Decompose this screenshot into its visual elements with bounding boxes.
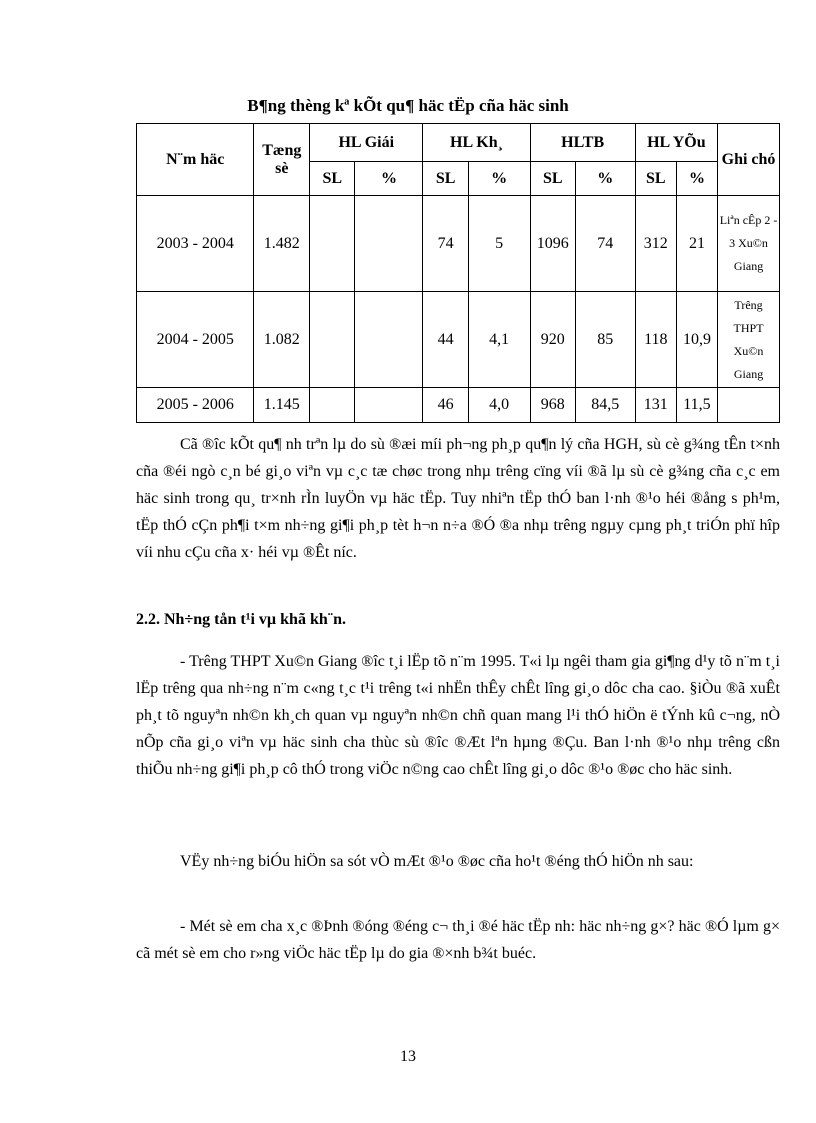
- cell-tb-pct: 74: [575, 196, 635, 292]
- cell-kha-pct: 4,1: [468, 292, 530, 388]
- cell-note: Liªn cÊp 2 - 3 Xu©n Giang: [718, 196, 780, 292]
- cell-gioi-pct: [355, 292, 423, 388]
- cell-gioi-sl: [310, 388, 355, 423]
- table-title: B¶ng thèng kª kÕt qu¶ häc tËp cña häc sinh: [247, 96, 569, 115]
- cell-tb-pct: 84,5: [575, 388, 635, 423]
- subheader-pct: %: [355, 162, 423, 196]
- paragraph-results: Cã ®îc kÕt qu¶ nh trªn lµ do sù ®æi míi ph¬ng ph¸p qu¶n lý cña HGH, sù cè g¾ng tÊn t×nh cña ®éi ngò c¸n bé gi¸o viªn vµ c¸c tæ chøc trong nhµ trêng cïng víi ®ã lµ sù cè g¾ng cña c¸c em häc sinh trong qu¸ tr×nh rÌn luyÖn vµ häc tËp. Tuy nhiªn tËp thÓ ban l·nh ®¹o héi ®ång s ph¹m, tËp thÓ cÇn ph¶i t×m nh÷ng gi¶i ph¸p tèt h¬n n÷a ®Ó ®a nhµ trêng ngµy cµng ph¸t triÓn phï hîp víi nhu cÇu cña x· héi vµ ®Êt níc.: [136, 436, 780, 561]
- cell-tb-sl: 920: [530, 292, 575, 388]
- cell-kha-sl: 46: [423, 388, 468, 423]
- header-total: Tæng sè: [254, 124, 310, 196]
- results-table: [136, 123, 780, 423]
- header-kha: HL Kh¸: [423, 124, 530, 162]
- section-heading: 2.2. Nh÷ng tån t¹i vµ khã kh¨n.: [136, 611, 346, 628]
- subheader-pct: %: [468, 162, 530, 196]
- cell-gioi-pct: [355, 388, 423, 423]
- cell-yeu-pct: 10,9: [676, 292, 717, 388]
- subheader-pct: %: [676, 162, 717, 196]
- table-row: [137, 292, 780, 388]
- subheader-sl: SL: [635, 162, 676, 196]
- header-year: N¨m häc: [137, 124, 254, 196]
- cell-year: 2004 - 2005: [137, 292, 254, 388]
- cell-kha-sl: 44: [423, 292, 468, 388]
- table-row: [137, 388, 780, 423]
- subheader-sl: SL: [530, 162, 575, 196]
- cell-kha-pct: 4,0: [468, 388, 530, 423]
- cell-tb-sl: 1096: [530, 196, 575, 292]
- cell-note: Trêng THPT Xu©n Giang: [718, 292, 780, 388]
- page-number: 13: [400, 1048, 416, 1065]
- header-gioi: HL Giái: [310, 124, 423, 162]
- subheader-sl: SL: [310, 162, 355, 196]
- cell-year: 2005 - 2006: [137, 388, 254, 423]
- cell-total: 1.482: [254, 196, 310, 292]
- cell-yeu-sl: 312: [635, 196, 676, 292]
- subheader-sl: SL: [423, 162, 468, 196]
- cell-yeu-sl: 131: [635, 388, 676, 423]
- cell-gioi-sl: [310, 196, 355, 292]
- cell-total: 1.082: [254, 292, 310, 388]
- header-yeu: HL YÕu: [635, 124, 717, 162]
- cell-year: 2003 - 2004: [137, 196, 254, 292]
- table-header-row: [137, 124, 780, 162]
- cell-yeu-pct: 21: [676, 196, 717, 292]
- header-tb: HLTB: [530, 124, 635, 162]
- cell-yeu-sl: 118: [635, 292, 676, 388]
- paragraph-motivation: - Mét sè em cha x¸c ®Þnh ®óng ®éng c¬ th¸i ®é häc tËp nh: häc nh÷ng g×? häc ®Ó lµm g× cã mét sè em cho r»ng viÖc häc tËp lµ do gia ®×nh b¾t buéc.: [136, 918, 780, 962]
- cell-tb-pct: 85: [575, 292, 635, 388]
- cell-kha-sl: 74: [423, 196, 468, 292]
- paragraph-school-history: - Trêng THPT Xu©n Giang ®îc t¸i lËp tõ n¨m 1995. T«i lµ ngêi tham gia gi¶ng d¹y tõ n¨m t¸i lËp trêng qua nh÷ng n¨m c«ng t¸c t¹i trêng t«i nhËn thÊy chÊt lîng gi¸o dôc cha cao. §iÒu ®ã xuÊt ph¸t tõ nguyªn nh©n kh¸ch quan vµ nguyªn nh©n chñ quan mang l¹i thÓ hiÖn ë tÝnh kû c¬ng, nÒ nÕp cña gi¸o viªn vµ häc sinh cha thùc sù ®îc ®Æt lªn hµng ®Çu. Ban l·nh ®¹o nhµ trêng cßn thiÕu nh÷ng gi¶i ph¸p cô thÓ trong viÖc n©ng cao chÊt lîng gi¸o dôc ®¹o ®øc cho häc sinh.: [136, 653, 780, 778]
- paragraph-manifestations: VËy nh÷ng biÓu hiÖn sa sót vÒ mÆt ®¹o ®øc cña ho¹t ®éng thÓ hiÖn nh sau:: [180, 853, 694, 870]
- cell-gioi-pct: [355, 196, 423, 292]
- cell-gioi-sl: [310, 292, 355, 388]
- header-note: Ghi chó: [718, 124, 780, 196]
- cell-tb-sl: 968: [530, 388, 575, 423]
- table-row: [137, 196, 780, 292]
- cell-yeu-pct: 11,5: [676, 388, 717, 423]
- cell-note: [718, 388, 780, 423]
- subheader-pct: %: [575, 162, 635, 196]
- cell-kha-pct: 5: [468, 196, 530, 292]
- cell-total: 1.145: [254, 388, 310, 423]
